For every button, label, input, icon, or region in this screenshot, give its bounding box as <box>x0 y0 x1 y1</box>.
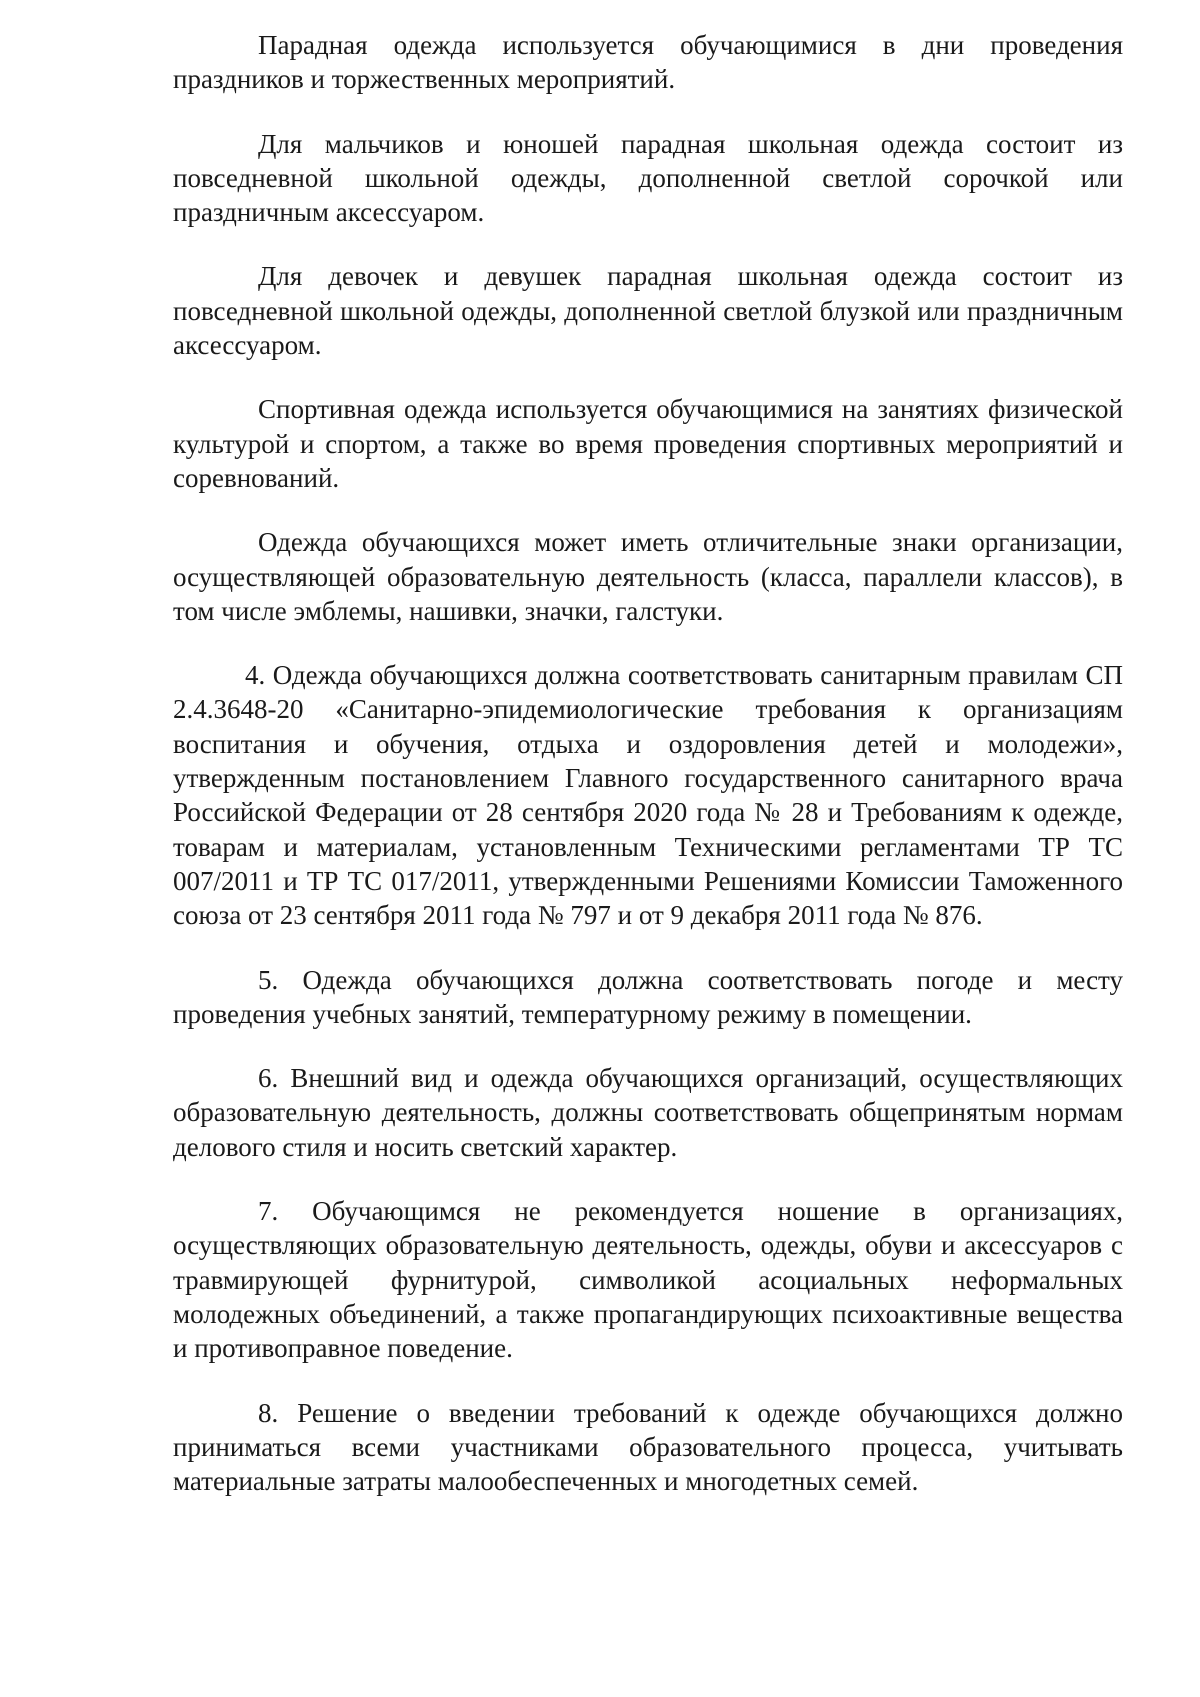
paragraph-formal-clothing: Парадная одежда используется обучающимися в дни проведения праздников и торжественных мероприятий. <box>173 30 1123 95</box>
paragraph-girls-formal: Для девочек и девушек парадная школьная одежда состоит из повседневной школьной одежды, дополненной светлой блузкой или праздничным аксессуаром. <box>173 261 1123 361</box>
paragraph-distinctive-signs: Одежда обучающихся может иметь отличительные знаки организации, осуществляющей образовательную деятельность (класса, параллели классов), в том числе эмблемы, нашивки, значки, галстуки. <box>173 527 1123 626</box>
paragraph-item-8-decision: 8. Решение о введении требований к одежде обучающихся должно приниматься всеми участниками образовательного процесса, учитывать материальные затраты малообеспеченных и многодетных семей. <box>173 1397 1123 1497</box>
document-body <box>173 28 1123 1528</box>
paragraph-item-7-restrictions: 7. Обучающимся не рекомендуется ношение в организациях, осуществляющих образовательную деятельность, одежды, обуви и аксессуаров с травмирующей фурнитурой, символикой асоциальных неформальных молодежных объединений, а также пропагандирующих психоактивные вещества и противоправное поведение. <box>173 1196 1123 1364</box>
paragraph-sports-clothing: Спортивная одежда используется обучающимися на занятиях физической культурой и спортом, а также во время проведения спортивных мероприятий и соревнований. <box>173 394 1123 493</box>
paragraph-item-5-weather: 5. Одежда обучающихся должна соответствовать погоде и месту проведения учебных занятий, температурному режиму в помещении. <box>173 964 1123 1029</box>
paragraph-boys-formal: Для мальчиков и юношей парадная школьная одежда состоит из повседневной школьной одежды, дополненной светлой сорочкой или праздничным аксессуаром. <box>173 128 1123 228</box>
paragraph-item-4-sanitary: 4. Одежда обучающихся должна соответствовать санитарным правилам СП 2.4.3648-20 «Санитарно-эпидемиологические требования к организациям воспитания и обучения, отдыха и оздоровления детей и молодежи», утвержденным постановлением Главного государственного санитарного врача Российской Федерации от 28 сентября 2020 года № 28 и Требованиям к одежде, товарам и материалам, установленным Техническими регламентами ТР ТС 007/2011 и ТР ТС 017/2011, утвержденными Решениями Комиссии Таможенного союза от 23 сентября 2011 года № 797 и от 9 декабря 2011 года № 876. <box>173 660 1123 931</box>
paragraph-item-6-appearance: 6. Внешний вид и одежда обучающихся организаций, осуществляющих образовательную деятельность, должны соответствовать общепринятым нормам делового стиля и носить светский характер. <box>173 1063 1123 1162</box>
